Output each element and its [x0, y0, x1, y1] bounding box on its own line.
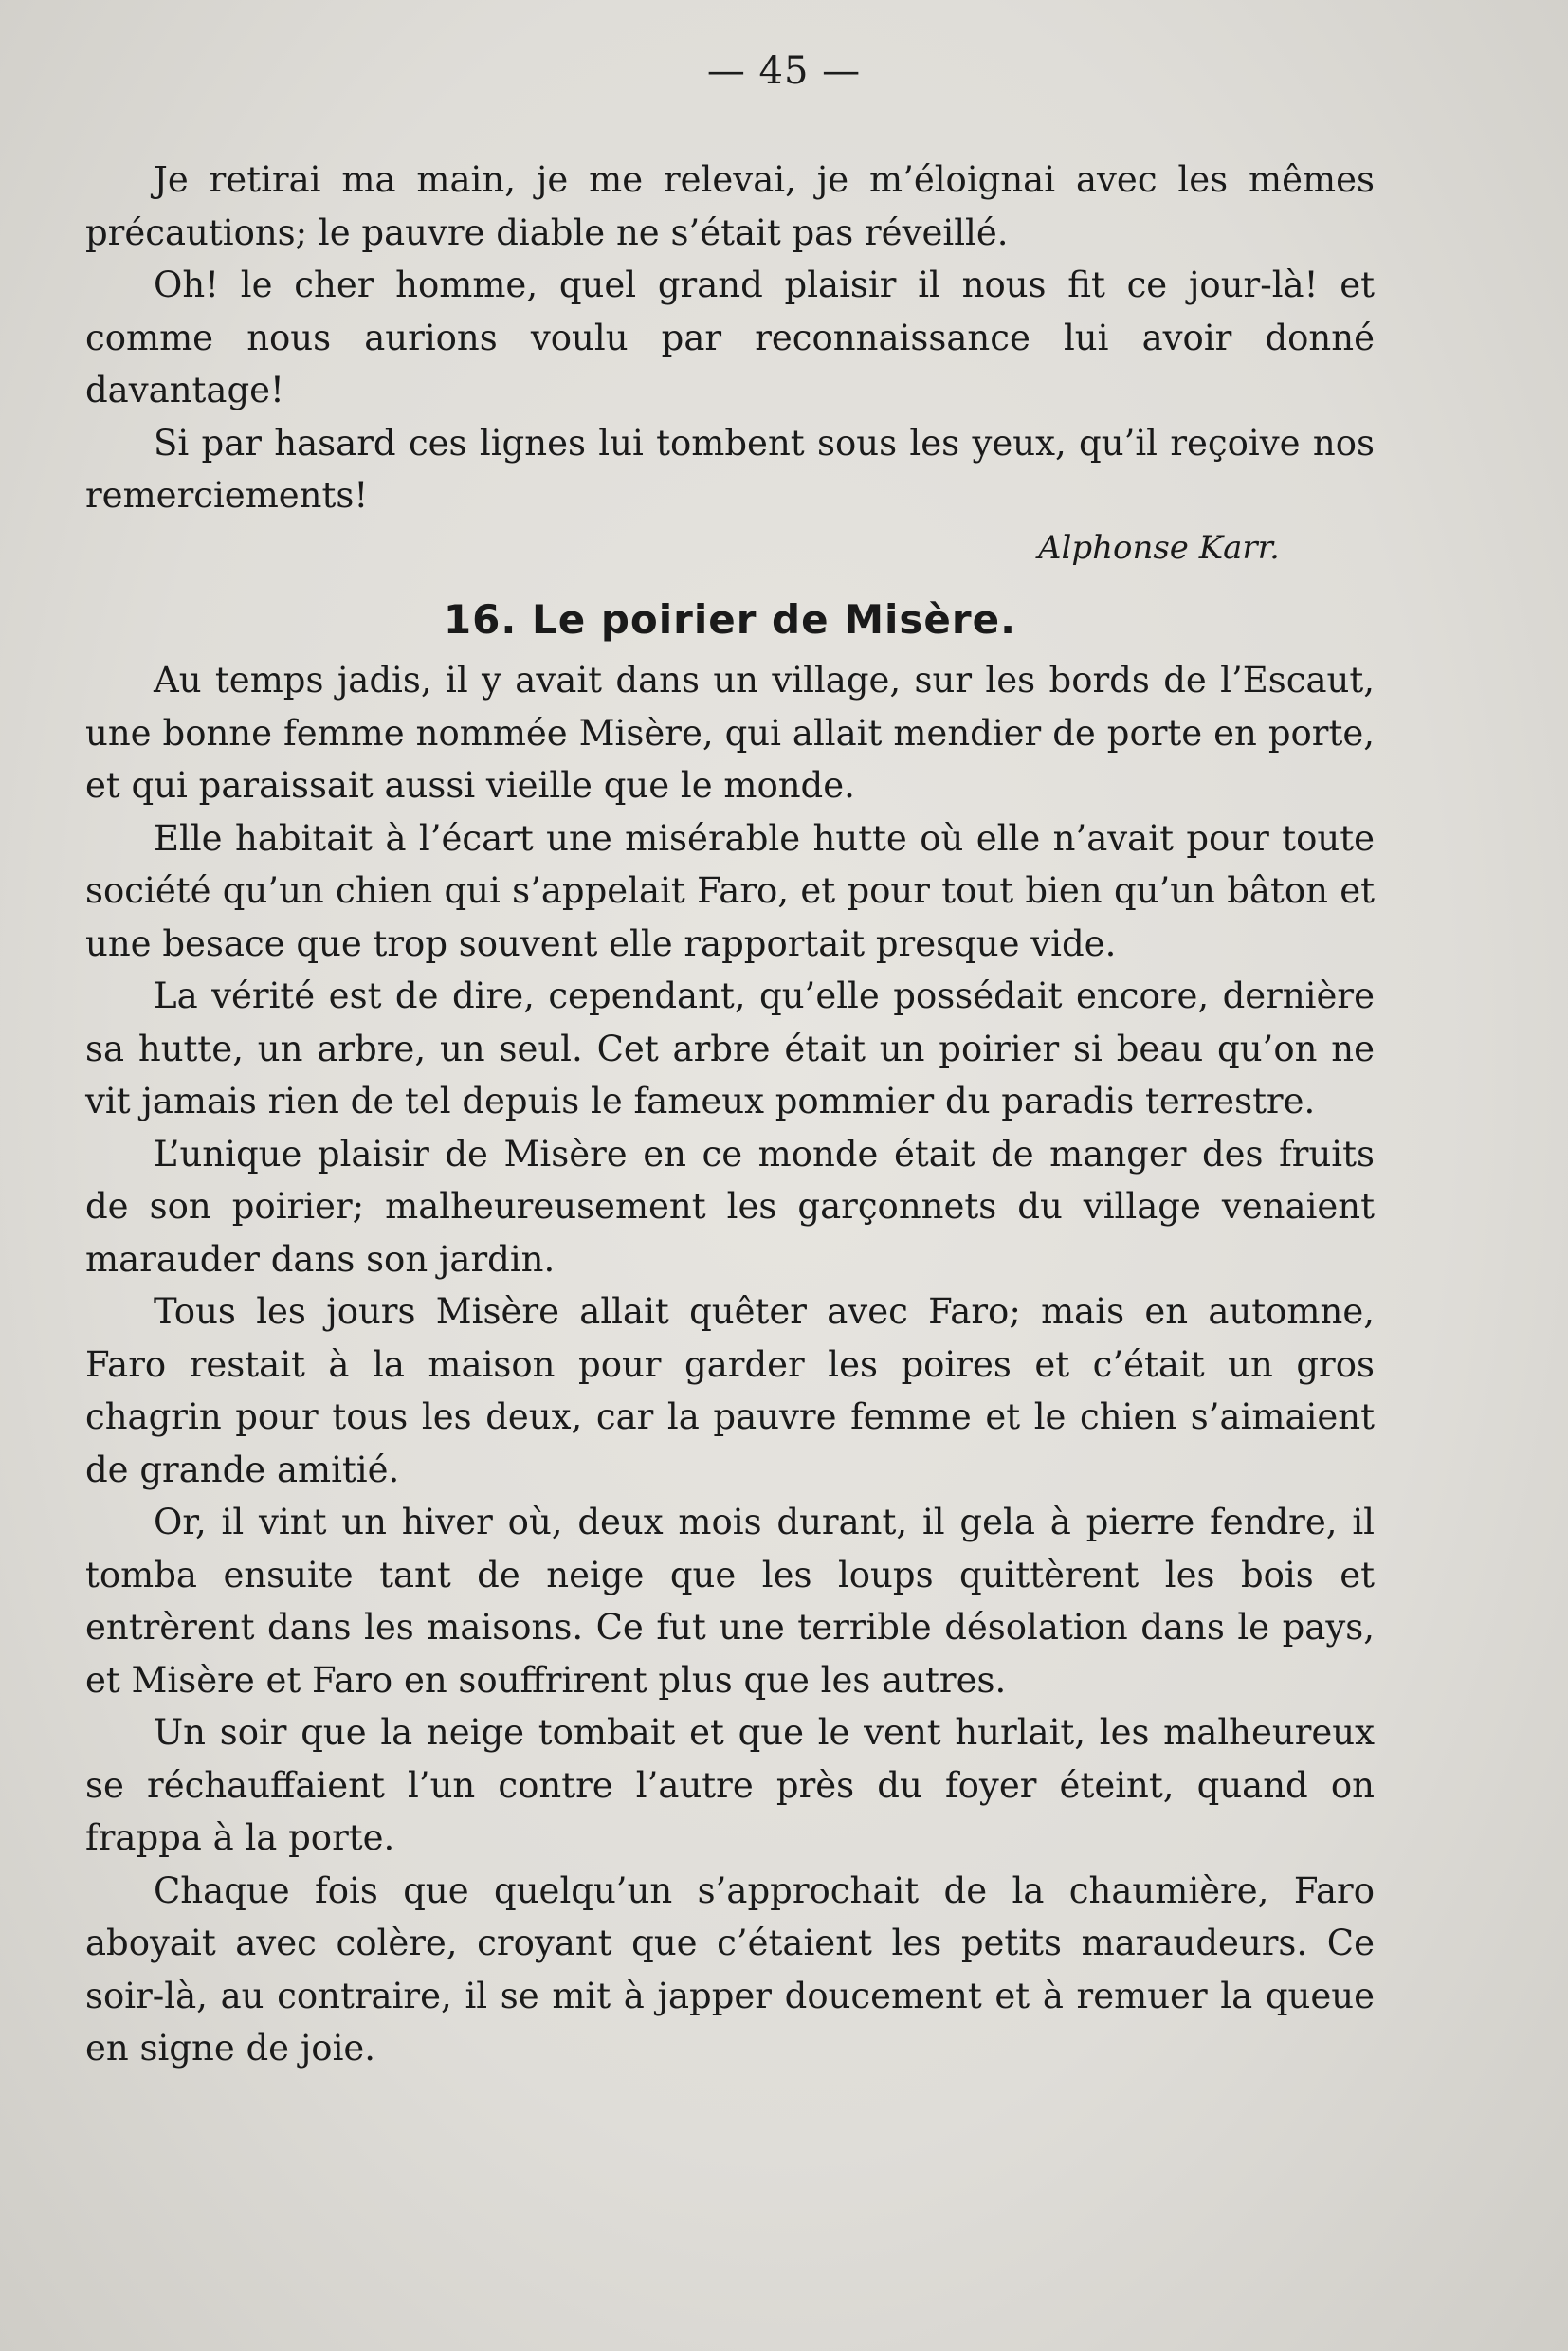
paragraph: Si par hasard ces lignes lui tombent sous les yeux, qu’il reçoive nos remerciements! [85, 422, 1375, 516]
paragraph: Or, il vint un hiver où, deux mois durant, il gela à pierre fendre, il tomba ensuite tant de neige que les loups quittèrent les bois et entrèrent dans les maisons. Ce fut une terrible désolation dans le pays, et Misère et Faro en souffrirent plus que les autres. [85, 1502, 1375, 1701]
paragraph: Tous les jours Misère allait quêter avec Faro; mais en automne, Faro restait à la maison pour garder les poires et c’était un gros chagrin pour tous les deux, car la pauvre femme et le chien s’aimaient de grande amitié. [85, 1291, 1375, 1490]
section-title: 16. Le poirier de Misère. [443, 596, 1017, 643]
page-number: — 45 — [706, 49, 862, 93]
paragraph: Au temps jadis, il y avait dans un village, sur les bords de l’Escaut, une bonne femme nommée Misère, qui allait mendier de porte en porte, et qui paraissait aussi vieille que le monde. [85, 660, 1375, 806]
text-body [85, 154, 1375, 2075]
paragraph: Je retirai ma main, je me relevai, je m’éloignai avec les mêmes précautions; le pauvre diable ne s’était pas réveillé. [85, 159, 1375, 253]
paragraph: Oh! le cher homme, quel grand plaisir il nous fit ce jour-là! et comme nous aurions voulu par reconnaissance lui avoir donné davantage! [85, 264, 1375, 410]
author-signature: Alphonse Karr. [1037, 528, 1280, 567]
paragraph: Elle habitait à l’écart une misérable hutte où elle n’avait pour toute société qu’un chien qui s’appelait Faro, et pour tout bien qu’un bâton et une besace que trop souvent elle rapportait presque vide. [85, 817, 1375, 964]
paragraph: Un soir que la neige tombait et que le vent hurlait, les malheureux se réchauffaient l’un contre l’autre près du foyer éteint, quand on frappa à la porte. [85, 1712, 1375, 1858]
paragraph: La vérité est de dire, cependant, qu’elle possédait encore, dernière sa hutte, un arbre, un seul. Cet arbre était un poirier si beau qu’on ne vit jamais rien de tel depuis le fameux pommier du paradis terrestre. [85, 975, 1375, 1121]
paragraph: Chaque fois que quelqu’un s’approchait de la chaumière, Faro aboyait avec colère, croyant que c’étaient les petits maraudeurs. Ce soir-là, au contraire, il se mit à japper doucement et à remuer la queue en signe de joie. [85, 1869, 1375, 2069]
paragraph: L’unique plaisir de Misère en ce monde était de manger des fruits de son poirier; malheureusement les garçonnets du village venaient marauder dans son jardin. [85, 1133, 1375, 1280]
